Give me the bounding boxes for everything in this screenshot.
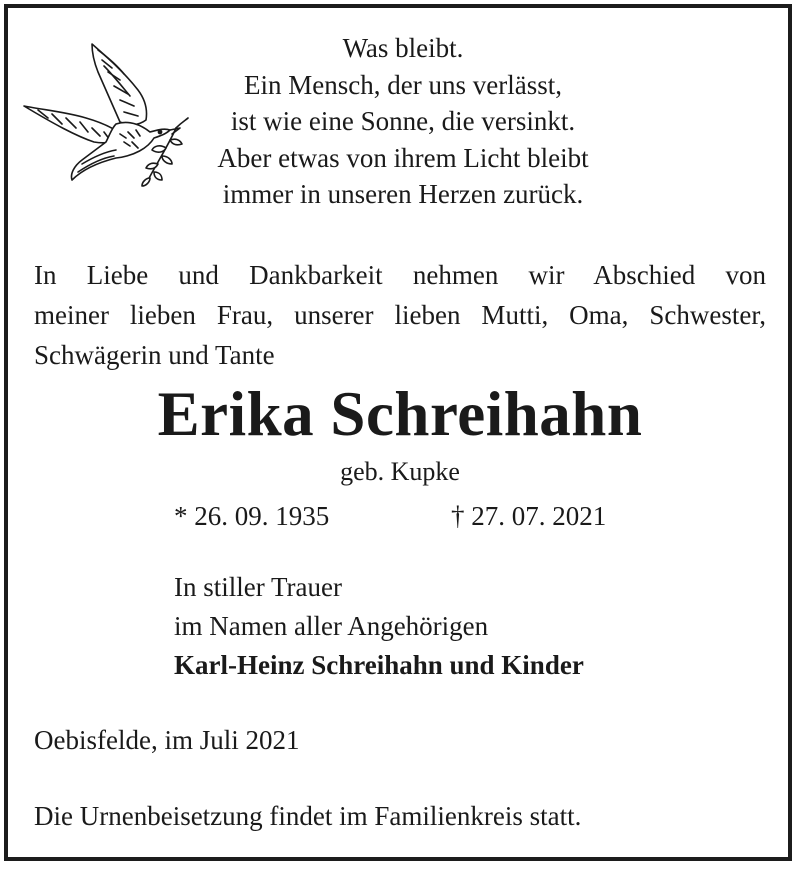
mourners-line: In stiller Trauer — [174, 572, 342, 602]
place-date: Oebisfelde, im Juli 2021 — [34, 725, 300, 755]
poem-line: ist wie eine Sonne, die versinkt. — [230, 106, 576, 136]
poem-line: Was bleibt. — [342, 33, 464, 63]
intro-line: meiner lieben Frau, unserer lieben Mutti, Oma, Schwester, — [34, 300, 766, 330]
dove-icon — [20, 38, 190, 190]
burial-notice: Die Urnenbeisetzung findet im Familienkreis statt. — [34, 801, 582, 831]
poem-line: immer in unseren Herzen zurück. — [222, 179, 584, 209]
intro-line: Schwägerin und Tante — [34, 340, 275, 370]
mourners-line: im Namen aller Angehörigen — [174, 611, 489, 641]
mourners-block — [174, 568, 584, 685]
intro-paragraph — [34, 255, 766, 375]
deceased-name: Erika Schreihahn — [157, 379, 643, 449]
birth-date: * 26. 09. 1935 — [174, 501, 330, 531]
poem-line: Ein Mensch, der uns verlässt, — [244, 69, 562, 100]
intro-line: In Liebe und Dankbarkeit nehmen wir Abschied von — [34, 260, 766, 290]
birth-name: geb. Kupke — [340, 457, 460, 486]
poem-line: Aber etwas von ihrem Licht bleibt — [217, 142, 589, 173]
poem — [168, 30, 638, 213]
death-date: † 27. 07. 2021 — [451, 501, 607, 531]
mourners-signature: Karl-Heinz Schreihahn und Kinder — [174, 650, 584, 680]
